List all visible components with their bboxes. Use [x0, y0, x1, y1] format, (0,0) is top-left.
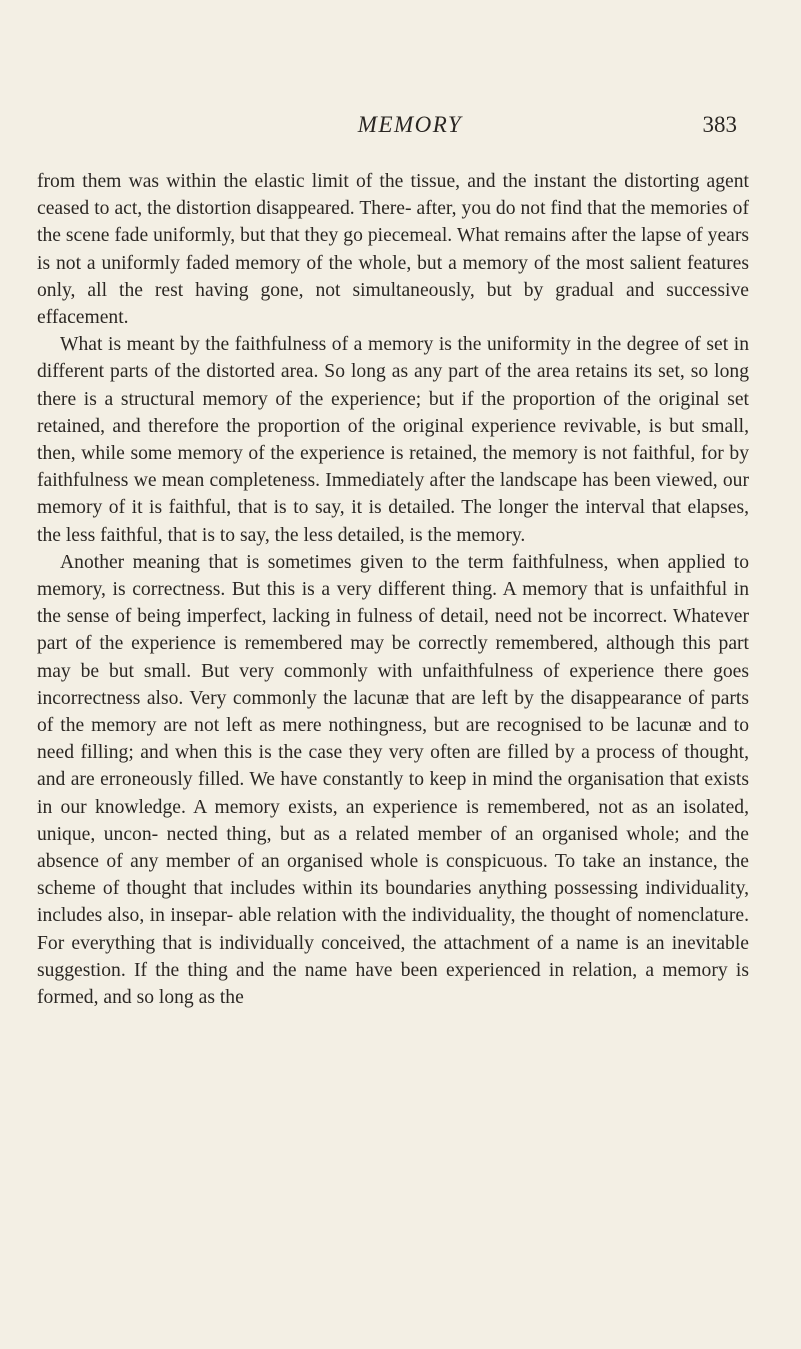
page-number: 383: [702, 112, 737, 137]
running-head: [60, 108, 760, 148]
paragraph: What is meant by the faithfulness of a memory is the uniformity in the degree of set in different parts of the distorted area. So long as any part of the area retains its set, so long there is a structural memory of the experience; but if the proportion of the original set retained, and therefore the proportion of the original experience revivable, is but small, then, while some memory of the experience is retained, the memory is not faithful, for by faithfulness we mean completeness. Immediately after the landscape has been viewed, our memory of it is faithful, that is to say, it is detailed. The longer the interval that elapses, the less faithful, that is to say, the less detailed, is the memory.: [37, 334, 749, 546]
body-text: [37, 168, 749, 1011]
paragraph: from them was within the elastic limit of the tissue, and the instant the distorting agent ceased to act, the distortion disappeared. There- after, you do not find that the memories of the scene fade uniformly, but that they go piecemeal. What remains after the lapse of years is not a uniformly faded memory of the whole, but a memory of the most salient features only, all the rest having gone, not simultaneously, but by gradual and successive effacement.: [37, 171, 749, 329]
paragraph: Another meaning that is sometimes given to the term faithfulness, when applied to memory, is correctness. But this is a very different thing. A memory that is unfaithful in the sense of being imperfect, lacking in fulness of detail, need not be incorrect. Whatever part of the experience is remembered may be correctly remembered, although this part may be but small. But very commonly with unfaithfulness of experience there goes incorrectness also. Very commonly the lacunæ that are left by the disappearance of parts of the memory are not left as mere nothingness, but are recognised to be lacunæ and to need filling; and when this is the case they very often are filled by a process of thought, and are erroneously filled. We have constantly to keep in mind the organisation that exists in our knowledge. A memory exists, an experience is remembered, not as an isolated, unique, uncon- nected thing, but as a related member of an organised whole; and the absence of any member of an organised whole is conspicuous. To take an instance, the scheme of thought that includes within its boundaries anything possessing individuality, includes also, in insepar- able relation with the individuality, the thought of nomenclature. For everything that is individually conceived, the attachment of a name is an inevitable suggestion. If the thing and the name have been experienced in relation, a memory is formed, and so long as the: [37, 551, 749, 1009]
running-title: MEMORY: [357, 112, 463, 137]
